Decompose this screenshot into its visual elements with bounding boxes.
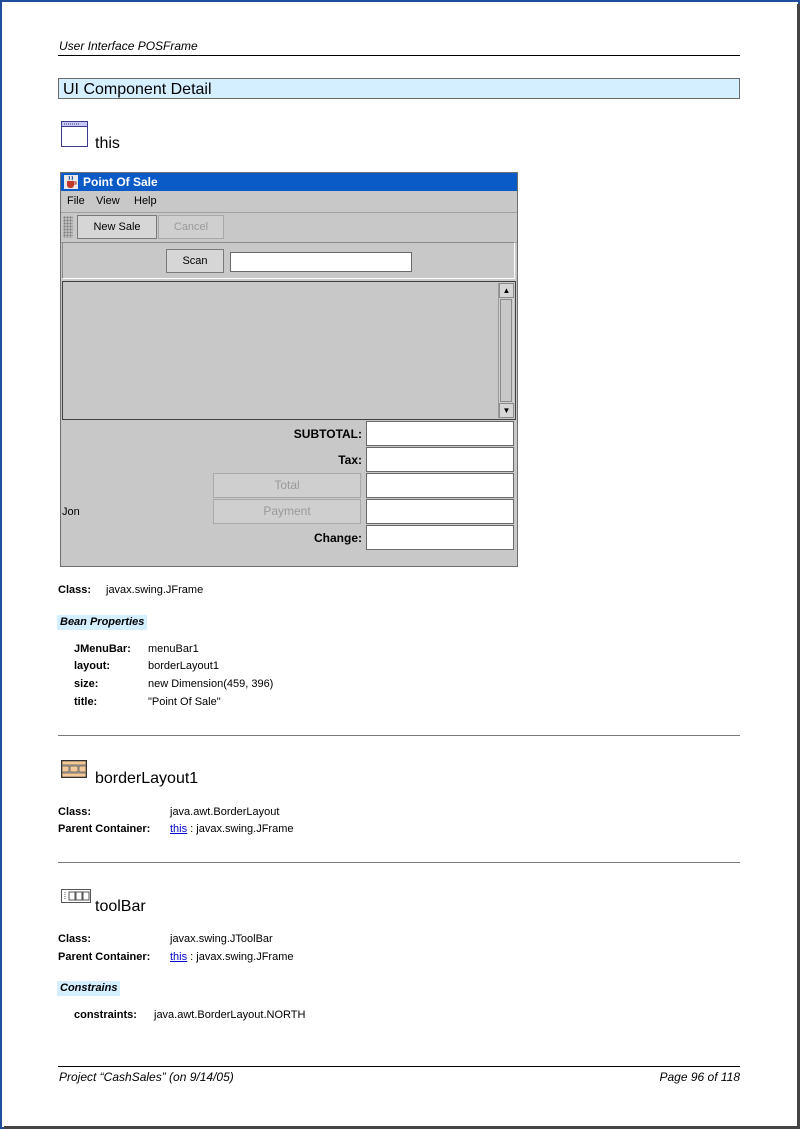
prop-value: borderLayout1 (148, 660, 219, 672)
scroll-thumb[interactable] (500, 299, 512, 402)
component-title: borderLayout1 (95, 770, 199, 787)
toolbar-grip[interactable] (63, 216, 73, 238)
parent-container-value (170, 951, 294, 963)
items-list[interactable] (62, 281, 516, 420)
payment-field[interactable] (366, 499, 514, 524)
vertical-scrollbar[interactable] (498, 283, 514, 418)
scan-button[interactable]: Scan (166, 249, 224, 273)
section-divider (58, 735, 740, 736)
prop-value: menuBar1 (148, 643, 199, 655)
parent-class: : javax.swing.JFrame (187, 823, 294, 835)
cancel-button[interactable]: Cancel (158, 215, 224, 239)
window-titlebar (61, 173, 517, 191)
scroll-down-icon[interactable]: ▼ (499, 403, 514, 418)
prop-value: new Dimension(459, 396) (148, 678, 274, 690)
prop-key: size: (74, 678, 99, 690)
parent-class: : javax.swing.JFrame (187, 951, 294, 963)
class-value: javax.swing.JFrame (106, 584, 204, 596)
menu-help[interactable]: Help (134, 195, 157, 207)
parent-container-label: Parent Container: (58, 951, 151, 963)
scroll-up-icon[interactable]: ▲ (499, 283, 514, 298)
prop-value: java.awt.BorderLayout.NORTH (154, 1009, 306, 1021)
class-label: Class: (58, 933, 92, 945)
payment-button[interactable]: Payment (213, 499, 361, 524)
prop-key: JMenuBar: (74, 643, 131, 655)
subtotal-field[interactable] (366, 421, 514, 446)
parent-link[interactable]: this (170, 823, 188, 835)
java-cup-icon (64, 175, 78, 189)
class-label: Class: (58, 584, 92, 596)
scan-input[interactable] (230, 252, 412, 272)
prop-key: title: (74, 696, 98, 708)
tax-label: Tax: (338, 453, 362, 467)
bean-properties-heading: Bean Properties (57, 615, 147, 630)
footer-page-number: Page 96 of 118 (659, 1070, 740, 1084)
total-field[interactable] (366, 473, 514, 498)
change-label: Change: (314, 531, 362, 545)
component-title: toolBar (95, 898, 146, 915)
parent-container-label: Parent Container: (58, 823, 151, 835)
subtotal-label: SUBTOTAL: (293, 427, 362, 441)
page-header-title: User Interface POSFrame (59, 39, 198, 53)
footer-rule (58, 1066, 740, 1067)
class-value: javax.swing.JToolBar (170, 933, 273, 945)
menu-view[interactable]: View (96, 195, 120, 207)
constrains-heading: Constrains (57, 981, 120, 996)
new-sale-button[interactable]: New Sale (77, 215, 157, 239)
menu-bar (61, 191, 517, 213)
change-field[interactable] (366, 525, 514, 550)
toolbar-icon (61, 889, 91, 903)
border-layout-icon (61, 760, 87, 778)
class-label: Class: (58, 806, 92, 818)
component-title: this (95, 135, 120, 152)
footer-project: Project “CashSales” (on 9/14/05) (59, 1070, 234, 1084)
scan-panel (62, 242, 515, 279)
total-button[interactable]: Total (213, 473, 361, 498)
window-title: Point Of Sale (83, 175, 158, 189)
pos-window-preview (60, 172, 518, 567)
prop-key: constraints: (74, 1009, 137, 1021)
menu-file[interactable]: File (67, 195, 85, 207)
prop-key: layout: (74, 660, 111, 672)
parent-container-value (170, 823, 294, 835)
section-divider (58, 862, 740, 863)
frame-icon (61, 121, 88, 147)
class-value: java.awt.BorderLayout (170, 806, 280, 818)
parent-link[interactable]: this (170, 951, 188, 963)
section-title: UI Component Detail (58, 78, 740, 99)
header-rule (58, 55, 740, 56)
prop-value: "Point Of Sale" (148, 696, 221, 708)
tool-bar (61, 213, 517, 243)
user-name: Jon (62, 506, 80, 518)
tax-field[interactable] (366, 447, 514, 472)
